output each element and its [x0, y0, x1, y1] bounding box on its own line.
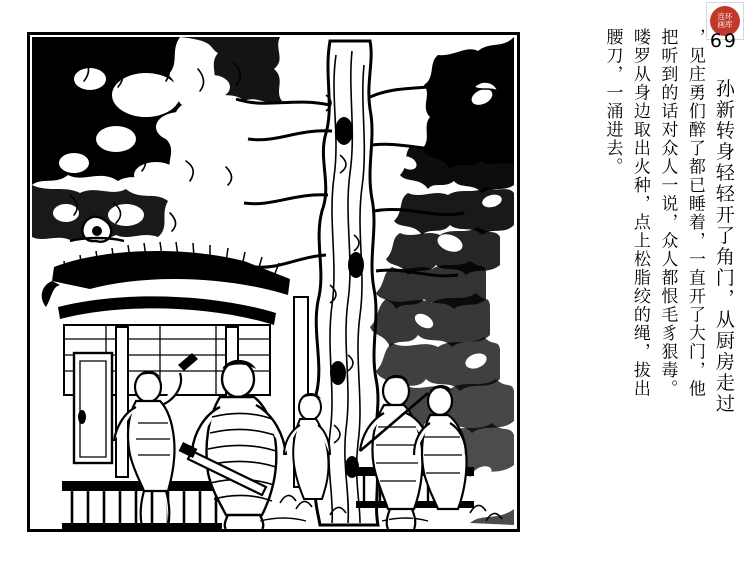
comic-illustration-panel	[27, 32, 520, 532]
caption-line-1: 孙新转身轻轻开了角门，从厨房走过	[712, 78, 735, 415]
caption-column-3: 把听到的话对众人一说，众人都恨毛豸狠毒。	[657, 28, 678, 398]
illustration-artwork	[30, 35, 517, 529]
caption-column-1	[710, 28, 738, 528]
caption-column-5: 腰刀，一涌进去。	[602, 28, 623, 176]
logo-line-2: 画库	[717, 20, 733, 29]
page-number: 69	[709, 30, 738, 52]
caption-text-block	[528, 28, 738, 528]
caption-column-2: ，见庄勇们醉了都已睡着，一直开了大门，他	[684, 28, 705, 398]
caption-column-4: 喽罗从身边取出火种，点上松脂绞的绳，拔出	[629, 28, 650, 398]
logo-line-1: 连环	[717, 12, 733, 22]
